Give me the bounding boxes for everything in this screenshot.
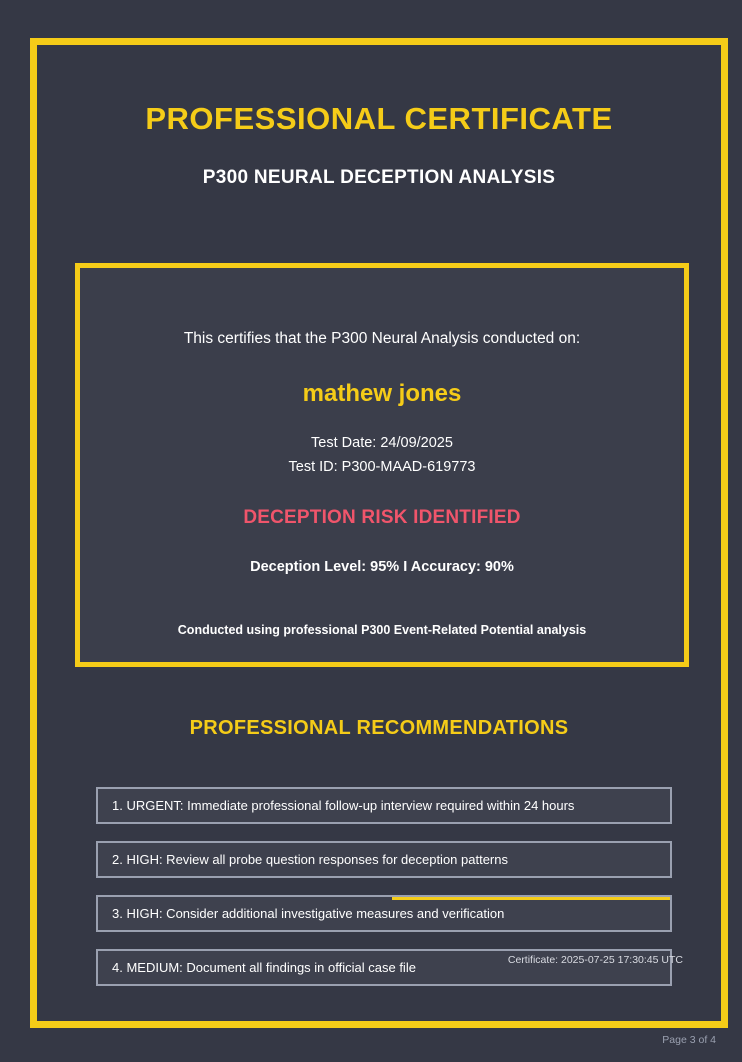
page-inner [8, 8, 734, 1054]
risk-status-badge: DECEPTION RISK IDENTIFIED [243, 507, 521, 528]
method-note: Conducted using professional P300 Event-Related Potential analysis [177, 623, 587, 637]
deception-levels: Deception Level: 95% I Accuracy: 90% [250, 559, 514, 575]
certifies-text: This certifies that the P300 Neural Analysis conducted on: [183, 330, 581, 347]
list-item: 1. URGENT: Immediate professional follow-up interview required within 24 hours [96, 787, 672, 824]
recommendations-list [96, 787, 672, 1003]
decorative-rule [392, 897, 670, 900]
certificate-details-panel [75, 263, 689, 667]
certificate-title: PROFESSIONAL CERTIFICATE [145, 101, 613, 136]
list-item: 3. HIGH: Consider additional investigative measures and verification [96, 895, 672, 932]
test-id: Test ID: P300-MAAD-619773 [288, 459, 476, 475]
page-number: Page 3 of 4 [662, 1034, 716, 1046]
subject-name: mathew jones [302, 380, 462, 407]
list-item: 2. HIGH: Review all probe question responses for deception patterns [96, 841, 672, 878]
test-date: Test Date: 24/09/2025 [311, 435, 453, 451]
certificate-frame [30, 38, 728, 1028]
certificate-timestamp: Certificate: 2025-07-25 17:30:45 UTC [507, 954, 683, 966]
certificate-subtitle: P300 NEURAL DECEPTION ANALYSIS [202, 167, 556, 188]
recommendations-title: PROFESSIONAL RECOMMENDATIONS [189, 717, 569, 739]
certificate-details-inner [80, 330, 684, 637]
list-item: 4. MEDIUM: Document all findings in official case file [96, 949, 672, 986]
